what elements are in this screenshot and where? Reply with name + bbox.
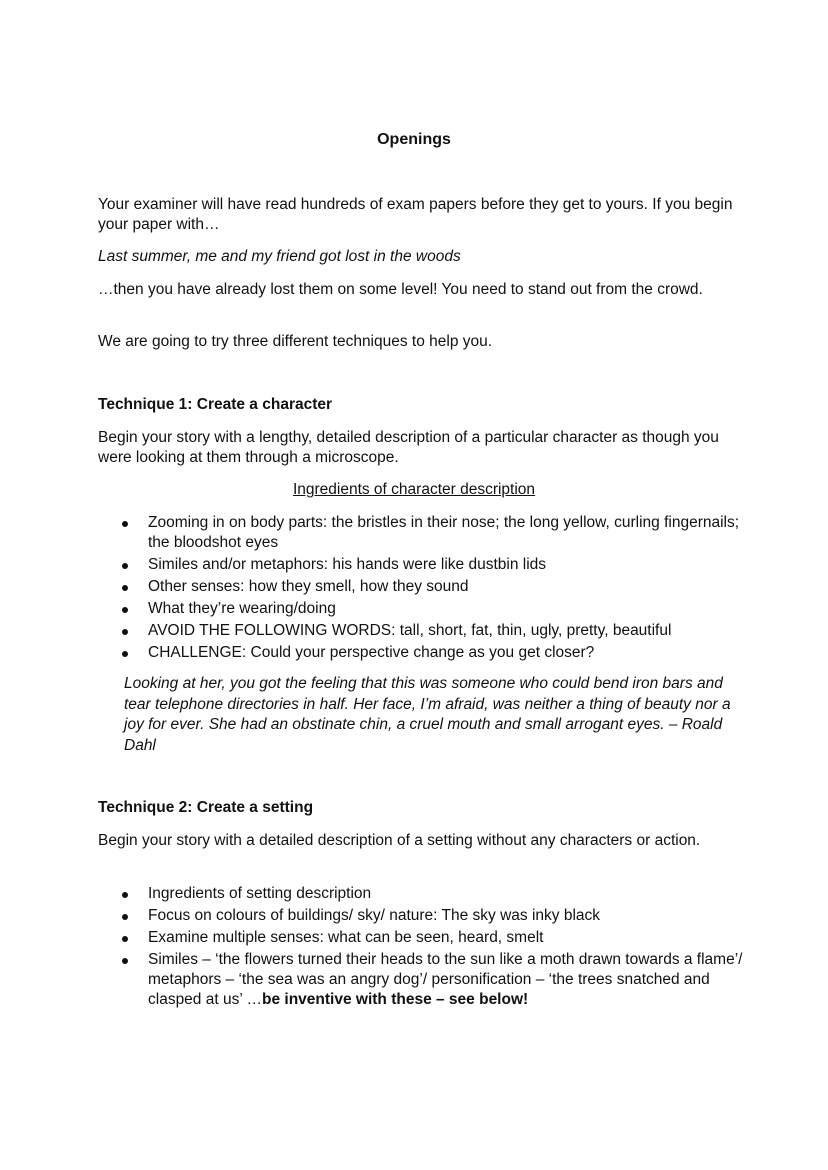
list-item: Zooming in on body parts: the bristles in their nose; the long yellow, curling fingernails; the bloodshot eyes — [0, 513, 748, 553]
technique-2-description: Begin your story with a detailed description of a setting without any characters or action. — [98, 832, 701, 849]
list-item: Similes – ‘the flowers turned their heads to the sun like a moth drawn towards a flame’/ metaphors – ‘the sea was an angry dog’/ personification – ‘the trees snatched and clasped at us’ …be inventive with these – see below! — [0, 950, 748, 1010]
list-item: Examine multiple senses: what can be seen, heard, smelt — [0, 928, 748, 948]
bullet-icon — [122, 914, 128, 920]
list-item: Ingredients of setting description — [0, 884, 748, 904]
bullet-icon — [122, 607, 128, 613]
bullet-icon — [122, 958, 128, 964]
technique-1-subheading: Ingredients of character description — [292, 481, 536, 498]
technique-2-list — [0, 884, 748, 1010]
emphasis-text: be inventive with these – see below! — [262, 991, 529, 1008]
bullet-icon — [122, 892, 128, 898]
bullet-icon — [122, 651, 128, 657]
bullet-icon — [122, 563, 128, 569]
intro-paragraph-1: Your examiner will have read hundreds of exam papers before they get to yours. If you begin your paper with… — [98, 196, 733, 233]
technique-2-heading: Technique 2: Create a setting — [98, 799, 314, 816]
intro-example-opening: Last summer, me and my friend got lost in the woods — [98, 248, 461, 265]
technique-1-description: Begin your story with a lengthy, detailed description of a particular character as though you were looking at them through a microscope. — [98, 429, 719, 466]
list-item: Other senses: how they smell, how they sound — [0, 577, 748, 597]
list-item: Similes and/or metaphors: his hands were like dustbin lids — [0, 555, 748, 575]
intro-paragraph-2: …then you have already lost them on some level! You need to stand out from the crowd. — [98, 281, 703, 298]
bullet-icon — [122, 629, 128, 635]
list-item: CHALLENGE: Could your perspective change as you get closer? — [0, 643, 748, 663]
technique-1-heading: Technique 1: Create a character — [98, 396, 333, 413]
bullet-icon — [122, 585, 128, 591]
page-title: Openings — [377, 131, 451, 148]
technique-1-example-quote: Looking at her, you got the feeling that this was someone who could bend iron bars and tear telephone directories in half. Her face, I’m afraid, was neither a thing of beauty nor a joy for ever. She had an obstinate chin, a cruel mouth and small arrogant eyes. – Roald Dahl — [124, 675, 731, 754]
list-item: AVOID THE FOLLOWING WORDS: tall, short, fat, thin, ugly, pretty, beautiful — [0, 621, 748, 641]
intro-paragraph-3: We are going to try three different techniques to help you. — [98, 333, 493, 350]
bullet-icon — [122, 936, 128, 942]
technique-1-list — [0, 513, 748, 663]
bullet-icon — [122, 521, 128, 527]
list-item: What they’re wearing/doing — [0, 599, 748, 619]
list-item: Focus on colours of buildings/ sky/ nature: The sky was inky black — [0, 906, 748, 926]
